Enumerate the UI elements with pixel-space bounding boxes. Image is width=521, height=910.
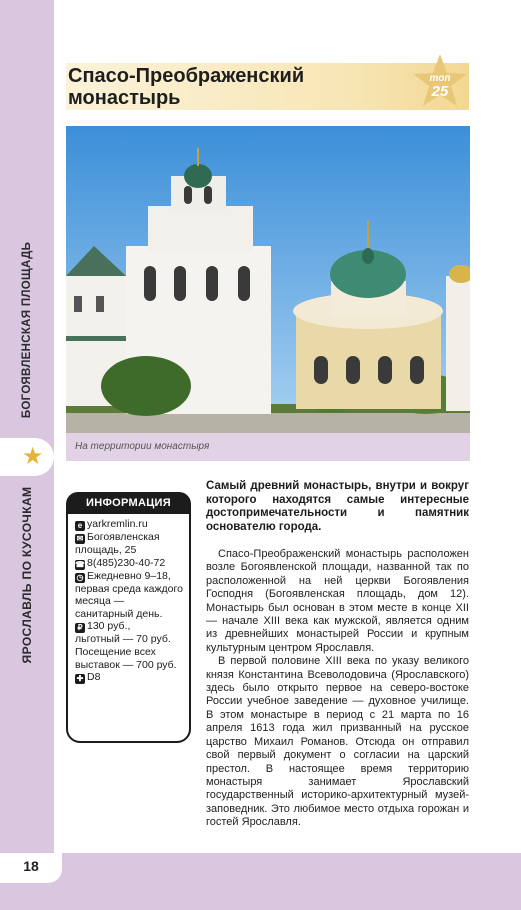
info-price-all: Посещение всех выставок — 700 руб. xyxy=(75,645,177,671)
info-content xyxy=(75,518,185,684)
monastery-photo xyxy=(66,126,470,433)
caption-bar xyxy=(66,433,470,461)
info-price-reduced: льготный — 70 руб. xyxy=(75,633,171,646)
phone-icon: ☎ xyxy=(75,559,85,569)
info-address: Богоявленская площадь, 25 xyxy=(75,531,160,556)
star-icon: ★ xyxy=(22,443,44,470)
info-price-row xyxy=(75,620,185,671)
info-website-row xyxy=(75,518,185,531)
globe-icon: e xyxy=(75,521,85,531)
mail-icon: ✉ xyxy=(76,534,84,543)
section-label: БОГОЯВЛЕНСКАЯ ПЛОЩАДЬ xyxy=(21,241,33,419)
info-header xyxy=(66,492,191,514)
page-title xyxy=(68,65,304,109)
info-website: yarkremlin.ru xyxy=(87,518,148,530)
info-price-full: 130 руб., xyxy=(87,620,131,633)
clock-icon: ◷ xyxy=(76,572,84,582)
lead-paragraph: Самый древний монастырь, внутри и вокруг которого находятся самые интересные достопримечательности и памятник основателю города. xyxy=(206,480,469,533)
badge-label-number: 25 xyxy=(431,83,449,100)
page-number: 18 xyxy=(0,853,62,883)
paragraph-1: Спасо-Преображенский монастырь расположен возле Богоявленской площади, названной так по расположенной на ней церкви Богоявления Господня (Богоявленская площадь, дом 12). Монастырь был основан в этом месте в конце XII — начале XIII века как мужской, является одним из древнейших монастырей России и крупным культурным центром Ярославля. xyxy=(206,548,469,654)
map-grid-icon: ✚ xyxy=(76,674,84,684)
info-phone: 8(485)230-40-72 xyxy=(87,556,166,569)
star-tab xyxy=(0,438,54,476)
article-body xyxy=(206,548,469,830)
info-address-row xyxy=(75,531,185,557)
title-banner xyxy=(66,63,469,110)
bottom-band xyxy=(0,853,521,910)
info-box xyxy=(66,492,191,743)
info-map-ref: D8 xyxy=(87,671,101,684)
info-map-row xyxy=(75,671,185,684)
paragraph-2: В первой половине XIII века по указу великого князя Константина Всеволодовича (Ярославского) здесь было открыто первое на северо-востоке России учебное заведение — духовное училище. В этом монастыре в период с 21 марта по 16 апреля 1613 года жил призванный на русское царство Михаил Романов. Отсюда он отправил свой первый документ о согласии на царский престол. В настоящее время территорию монастыря занимает Ярославский государственный историко-архитектурный музей-заповедник. Это любимое место отдыха горожан и гостей Ярославля. xyxy=(206,655,469,829)
badge-label-top: топ xyxy=(429,73,451,84)
title-line-2: монастырь xyxy=(68,87,181,109)
photo-caption: На территории монастыря xyxy=(75,441,210,452)
title-line-1: Спасо-Преображенский xyxy=(68,65,305,87)
info-hours-row xyxy=(75,570,185,621)
book-label: ЯРОСЛАВЛЬ ПО КУСОЧКАМ xyxy=(20,486,34,664)
info-hours: Ежедневно 9–18, первая среда каждого месяца — санитарный день. xyxy=(75,569,183,620)
info-phone-row xyxy=(75,557,185,570)
info-heading: ИНФОРМАЦИЯ xyxy=(86,497,171,509)
coins-icon: ₽ xyxy=(75,623,85,633)
top-25-badge xyxy=(409,51,471,113)
